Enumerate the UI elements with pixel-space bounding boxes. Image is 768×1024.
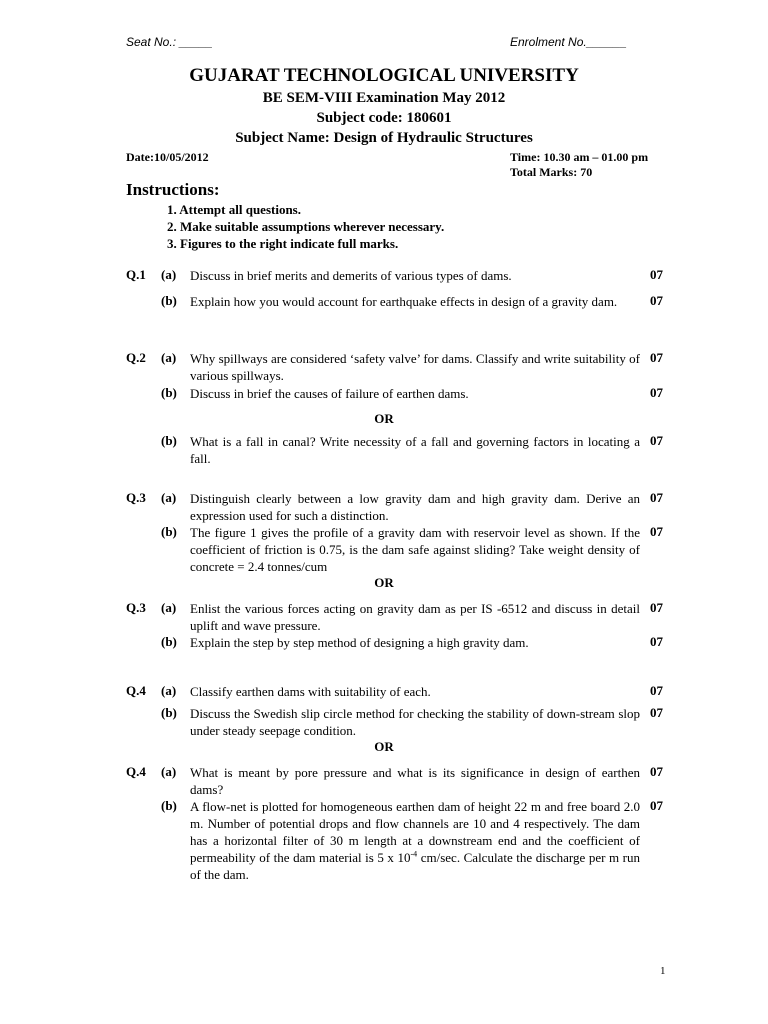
exponent: -4 — [410, 849, 418, 859]
question-number: Q.3 — [126, 600, 146, 615]
question-marks: 07 — [650, 634, 663, 649]
subject-name: Subject Name: Design of Hydraulic Structures — [235, 130, 533, 146]
question-part: (b) — [161, 705, 177, 720]
exam-time: Time: 10.30 am – 01.00 pm — [510, 150, 649, 164]
instruction-item: 3. Figures to the right indicate full marks. — [167, 236, 399, 251]
instruction-item: 1. Attempt all questions. — [167, 202, 301, 217]
question-text: Discuss in brief the causes of failure of earthen dams. — [190, 386, 469, 401]
question-number: Q.3 — [126, 490, 146, 505]
question-text: The figure 1 gives the profile of a gravity dam with reservoir level as shown. If the coefficient of friction is 0.75, is the dam safe against sliding? Take weight density of concrete = 2.4 tonnes/cum — [190, 525, 640, 574]
question-number: Q.4 — [126, 764, 146, 779]
question-part: (b) — [161, 385, 177, 400]
question-text-part: cm/sec. Calculate the discharge per m run of the dam. — [190, 850, 640, 882]
question-text — [190, 798, 640, 883]
question-marks: 07 — [650, 385, 663, 400]
or-separator: OR — [374, 575, 394, 590]
question-text: Discuss in brief merits and demerits of various types of dams. — [190, 268, 512, 283]
question-text: Enlist the various forces acting on gravity dam as per IS -6512 and discuss in detail uplift and wave pressure. — [190, 601, 640, 633]
question-marks: 07 — [650, 267, 663, 282]
exam-title: BE SEM-VIII Examination May 2012 — [262, 90, 506, 106]
question-number: Q.1 — [126, 267, 146, 282]
question-text: What is meant by pore pressure and what is its significance in design of earthen dams? — [190, 765, 640, 797]
question-part: (a) — [161, 350, 177, 365]
question-marks: 07 — [650, 764, 663, 779]
page-number: 1 — [660, 965, 666, 977]
seat-number-label: Seat No.: _____ — [126, 35, 213, 49]
question-marks: 07 — [650, 433, 663, 448]
question-text: Explain the step by step method of designing a high gravity dam. — [190, 635, 529, 650]
question-part: (b) — [161, 634, 177, 649]
question-part: (a) — [161, 600, 177, 615]
question-marks: 07 — [650, 490, 663, 505]
question-marks: 07 — [650, 524, 663, 539]
question-part: (a) — [161, 490, 177, 505]
or-separator: OR — [374, 411, 394, 426]
question-marks: 07 — [650, 705, 663, 720]
question-number: Q.2 — [126, 350, 146, 365]
question-marks: 07 — [650, 683, 663, 698]
question-text: Classify earthen dams with suitability of each. — [190, 684, 431, 699]
question-part: (b) — [161, 798, 177, 813]
question-text: Distinguish clearly between a low gravity dam and high gravity dam. Derive an expression used for such a distinction. — [190, 491, 640, 523]
question-marks: 07 — [650, 350, 663, 365]
question-number: Q.4 — [126, 683, 146, 698]
exam-date: Date:10/05/2012 — [126, 150, 209, 164]
question-text: Discuss the Swedish slip circle method for checking the stability of down-stream slop under steady seepage condition. — [190, 706, 640, 738]
question-part: (a) — [161, 764, 177, 779]
instructions-heading: Instructions: — [126, 180, 220, 199]
subject-code: Subject code: 180601 — [316, 110, 452, 126]
question-part: (b) — [161, 524, 177, 539]
question-marks: 07 — [650, 600, 663, 615]
question-text: Explain how you would account for earthquake effects in design of a gravity dam. — [190, 294, 618, 309]
question-part: (a) — [161, 683, 177, 698]
university-title: GUJARAT TECHNOLOGICAL UNIVERSITY — [189, 65, 579, 86]
question-text: Why spillways are considered ‘safety valve’ for dams. Classify and write suitability of various spillways. — [190, 351, 640, 383]
total-marks: Total Marks: 70 — [510, 165, 593, 179]
question-part: (b) — [161, 433, 177, 448]
or-separator: OR — [374, 739, 394, 754]
enrolment-number-label: Enrolment No.______ — [510, 35, 627, 49]
question-text: What is a fall in canal? Write necessity of a fall and governing factors in locating a fall. — [190, 434, 640, 466]
question-part: (b) — [161, 293, 177, 308]
question-text-part: A flow-net is plotted for homogeneous earthen dam of height 22 m and free board 2.0 m. Number of potential drops and flow channels are 10 and 4 respectively. The dam has a horizontal filter of 30 m length at a downstream end and the coefficient of permeability of the dam material is 5 x 10 — [190, 799, 640, 865]
question-part: (a) — [161, 267, 177, 282]
question-marks: 07 — [650, 798, 663, 813]
instruction-item: 2. Make suitable assumptions wherever necessary. — [167, 219, 445, 234]
question-marks: 07 — [650, 293, 663, 308]
